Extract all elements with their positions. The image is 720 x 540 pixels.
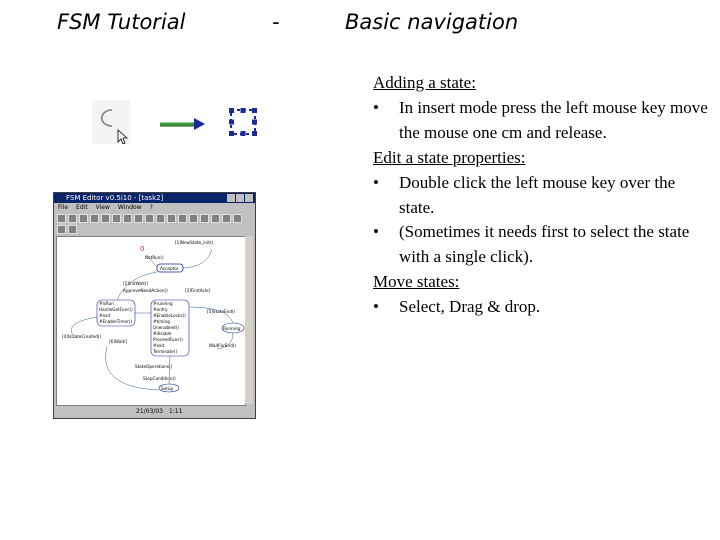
bullet-text: (Sometimes it needs first to select the state with a single click). <box>399 222 690 266</box>
fsm-state-label: #exit <box>99 313 111 318</box>
fsm-state-label: StateOperations() <box>135 364 173 369</box>
editor-canvas <box>56 236 246 406</box>
menu-edit: Edit <box>76 204 88 211</box>
slide-subtitle: Basic navigation <box>345 10 519 34</box>
editor-titlebar <box>54 193 255 203</box>
fsm-state-label: [4]IsDateCreated() <box>62 334 102 339</box>
maximize-icon <box>236 194 244 202</box>
section-adding-state <box>373 70 708 145</box>
toolbar-icon <box>57 214 66 223</box>
toolbar-icon <box>68 214 77 223</box>
section-edit-state <box>373 145 708 269</box>
fsm-state-label: #entry <box>153 307 168 312</box>
toolbar-icon <box>134 214 143 223</box>
menu-file: File <box>58 204 69 211</box>
toolbar-icon <box>145 214 154 223</box>
toolbar-icon <box>200 214 209 223</box>
menu-help: ? <box>149 204 153 211</box>
bullet-marker: • <box>373 222 379 241</box>
toolbar-icon <box>57 225 66 234</box>
fsm-state-label: [3]FirstAck() <box>185 288 211 293</box>
editor-title: FSM Editor v0.5i10 - [task2] <box>66 194 164 202</box>
fsm-state-label: [1]NewState_init() <box>175 240 214 245</box>
fsm-state-label: Setup <box>161 386 174 391</box>
window-controls <box>227 194 253 202</box>
green-arrow-icon <box>158 116 206 132</box>
bullet-item <box>373 220 708 269</box>
fsm-state-label: ApproveNeedAction() <box>123 288 168 293</box>
fsm-transition <box>71 317 97 333</box>
selected-state-icon <box>228 107 258 137</box>
bullet-item <box>373 96 708 145</box>
fsm-state-label: #disable <box>153 331 172 336</box>
toolbar-icon <box>233 214 242 223</box>
fsm-state-label: [2]InitWait() <box>123 281 149 286</box>
editor-toolbar <box>54 212 255 234</box>
status-time: 1:11 <box>168 408 183 415</box>
toolbar-icon <box>222 214 231 223</box>
fsm-state-label: HanlleGetFunc() <box>99 307 133 312</box>
section-heading: Edit a state properties: <box>373 148 526 167</box>
toolbar-icon <box>101 214 110 223</box>
state-circle-icon <box>92 100 130 144</box>
menu-window: Window <box>117 204 142 211</box>
bullet-item <box>373 295 708 320</box>
fsm-state-label: [6]Wait() <box>109 339 128 344</box>
fsm-state-label: [5]StateEnd() <box>207 309 236 314</box>
bullet-text: Double click the left mouse key over the state. <box>399 173 676 217</box>
toolbar-icon <box>211 214 220 223</box>
toolbar-icon <box>112 214 121 223</box>
bullet-text: Select, Drag & drop. <box>399 297 541 316</box>
toolbar-icon <box>167 214 176 223</box>
section-move-states <box>373 269 708 320</box>
toolbar-icon <box>189 214 198 223</box>
instructions <box>373 70 708 320</box>
fsm-state-label: Terminate() <box>153 349 178 354</box>
fsm-state-label: #running <box>153 301 173 306</box>
fsm-state-label: ProceedFunc() <box>153 337 183 342</box>
toolbar-icon <box>156 214 165 223</box>
toolbar-icon <box>68 225 77 234</box>
bullet-marker: • <box>373 173 379 192</box>
editor-statusbar <box>56 408 252 416</box>
toolbar-icon <box>178 214 187 223</box>
toolbar-icon <box>90 214 99 223</box>
fsm-state-label: Acceptor <box>160 266 179 271</box>
fsm-state-label: Unenabled() <box>153 325 179 330</box>
fsm-state-label: #IsRun <box>99 301 114 306</box>
fsm-editor-screenshot <box>53 192 256 419</box>
fsm-transition <box>117 272 157 300</box>
section-heading: Adding a state: <box>373 73 476 92</box>
fsm-state-label: StopCondition() <box>143 376 176 381</box>
editor-vertical-scrollbar <box>245 236 253 404</box>
minimize-icon <box>227 194 235 202</box>
fsm-state-label: #timing <box>153 319 170 324</box>
fsm-state-label: NotRun() <box>145 255 164 260</box>
toolbar-icon <box>79 214 88 223</box>
section-heading: Move states: <box>373 272 460 291</box>
fsm-state-label: WaitForEnd() <box>209 343 237 348</box>
fsm-state-label: #EnableLocks() <box>153 313 186 318</box>
slide-title: FSM Tutorial <box>57 10 186 34</box>
status-date: 21/03/03 <box>136 408 163 415</box>
bullet-marker: • <box>373 297 379 316</box>
fsm-state-label: #EnableTimer() <box>99 319 133 324</box>
close-icon <box>245 194 253 202</box>
toolbar-icon <box>123 214 132 223</box>
start-marker: 0 <box>140 245 145 253</box>
fsm-state-label: #exit <box>153 343 165 348</box>
editor-menubar <box>54 203 255 212</box>
fsm-transition <box>183 249 212 268</box>
bullet-item <box>373 171 708 220</box>
bullet-marker: • <box>373 98 379 117</box>
fsm-state-label: Running <box>223 326 241 331</box>
title-separator: - <box>272 10 280 34</box>
menu-view: View <box>95 204 110 211</box>
bullet-text: In insert mode press the left mouse key move the mouse one cm and release. <box>399 98 708 142</box>
